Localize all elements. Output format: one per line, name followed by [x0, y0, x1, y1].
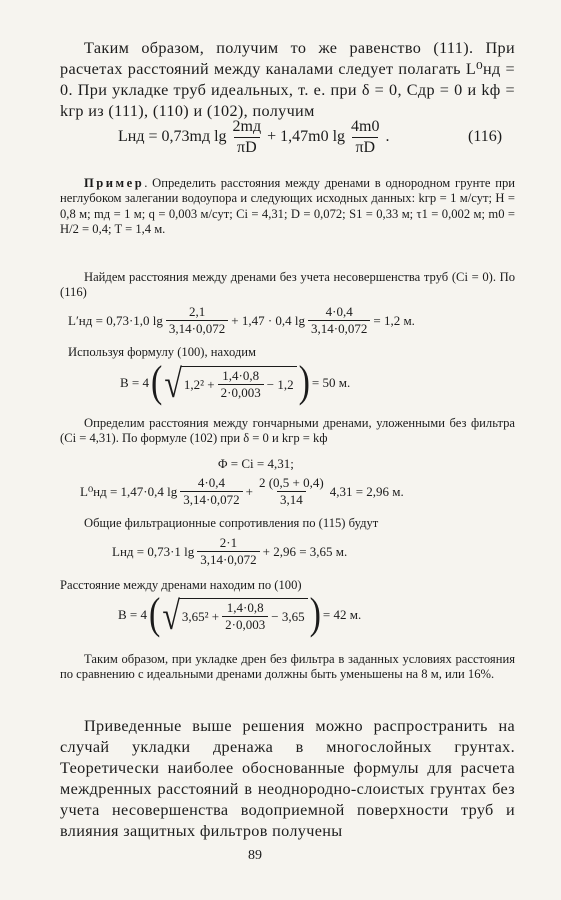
radical-sign: √	[164, 360, 182, 406]
formula-116: Lнд = 0,73mд lg $\frac{2mд}{\pi D}$ + 1,47m0 lg $\frac{4m0}{\pi D}$ .	[118, 118, 390, 156]
resistance-paragraph: Общие фильтрационные сопротивления по (115) будут	[84, 516, 379, 530]
calc-l-prime: L′нд = 0,73·1,0 lg $\frac{2,1}{3,14\cdot 0,072}$ + 1,47 · 0,4 lg $\frac{4\cdot 0,4}{3,14\cdot 0,072}$ = 1,2 м.	[68, 304, 415, 337]
page-number: 89	[248, 848, 262, 863]
radical-sign: √	[162, 592, 180, 638]
formula-116-middle: + 1,47m0 lg	[267, 128, 346, 146]
example-text: . Определить расстояния между дренами в однородном грунте при неглубоком залегании водоупора и следующих исходных данных: kгр = 1 м/сут; H = 0,8 м; mд = 1 м; q = 0,003 м/сут; Ci = 4,31; D = 0,072; S1 = 0,33 м; τ1 = 0,002 м; m0 = H/2 = 0,4; T = 1,4 м.	[60, 176, 515, 237]
intro-paragraph: Таким образом, получим то же равенство (111). При расчетах расстояний между каналами следует полагать L⁰нд = 0. При укладке труб идеальных, т. е. при δ = 0, Cдр = 0 и kф = kгр из (111), (110) и (102), получим	[60, 39, 515, 120]
final-paragraph: Приведенные выше решения можно распространить на случай укладки дренажа в многослойных грунтах. Теоретически наиболее обоснованные формулы для расчета междренных расстояний в неоднородно-слоистых грунтах без учета несовершенства водоприемной поверхности труб и влияния защитных фильтров получены	[60, 717, 515, 840]
find-paragraph: Найдем расстояния между дренами без учета несовершенства труб (Ci = 0). По (116)	[60, 270, 515, 300]
using-paragraph: Используя формулу (100), находим	[68, 345, 256, 359]
conclusion-paragraph: Таким образом, при укладке дрен без фильтра в заданных условиях расстояния по сравнению с идеальными дренами должны быть уменьшены на 8 м, или 16%.	[60, 652, 515, 682]
formula-116-fraction-2: $\frac{4m0}{\pi D}$	[351, 118, 380, 156]
example-paragraph	[60, 176, 515, 238]
distance-paragraph: Расстояние между дренами находим по (100)	[60, 578, 302, 592]
calc-b-ideal: B = 4 ( √ 1,2² + $\frac{1,4\cdot 0,8}{2\cdot 0,003}$ − 1,2 ) = 50 м.	[120, 358, 351, 407]
formula-116-lhs: Lнд = 0,73mд lg	[118, 128, 227, 146]
example-label: Пример	[84, 176, 145, 190]
calc-l-zero: L⁰нд = 1,47·0,4 lg $\frac{4\cdot 0,4}{3,14\cdot 0,072}$ + $\frac{2 (0,5 + 0,4)}{3,14}$ 4,31 = 2,96 м.	[80, 475, 404, 508]
formula-116-fraction-1: $\frac{2mд}{\pi D}$	[232, 118, 262, 156]
calc-b-real: B = 4 ( √ 3,65² + $\frac{1,4\cdot 0,8}{2\cdot 0,003}$ − 3,65 ) = 42 м.	[118, 590, 362, 639]
calc-phi: Φ = Ci = 4,31;	[218, 456, 294, 471]
define-paragraph: Определим расстояния между гончарными дренами, уложенными без фильтра (Ci = 4,31). По формуле (102) при δ = 0 и kгр = kф	[60, 416, 515, 446]
equation-number: (116)	[468, 128, 503, 145]
calc-l-total: Lнд = 0,73·1 lg $\frac{2\cdot 1}{3,14\cdot 0,072}$ + 2,96 = 3,65 м.	[112, 535, 348, 568]
